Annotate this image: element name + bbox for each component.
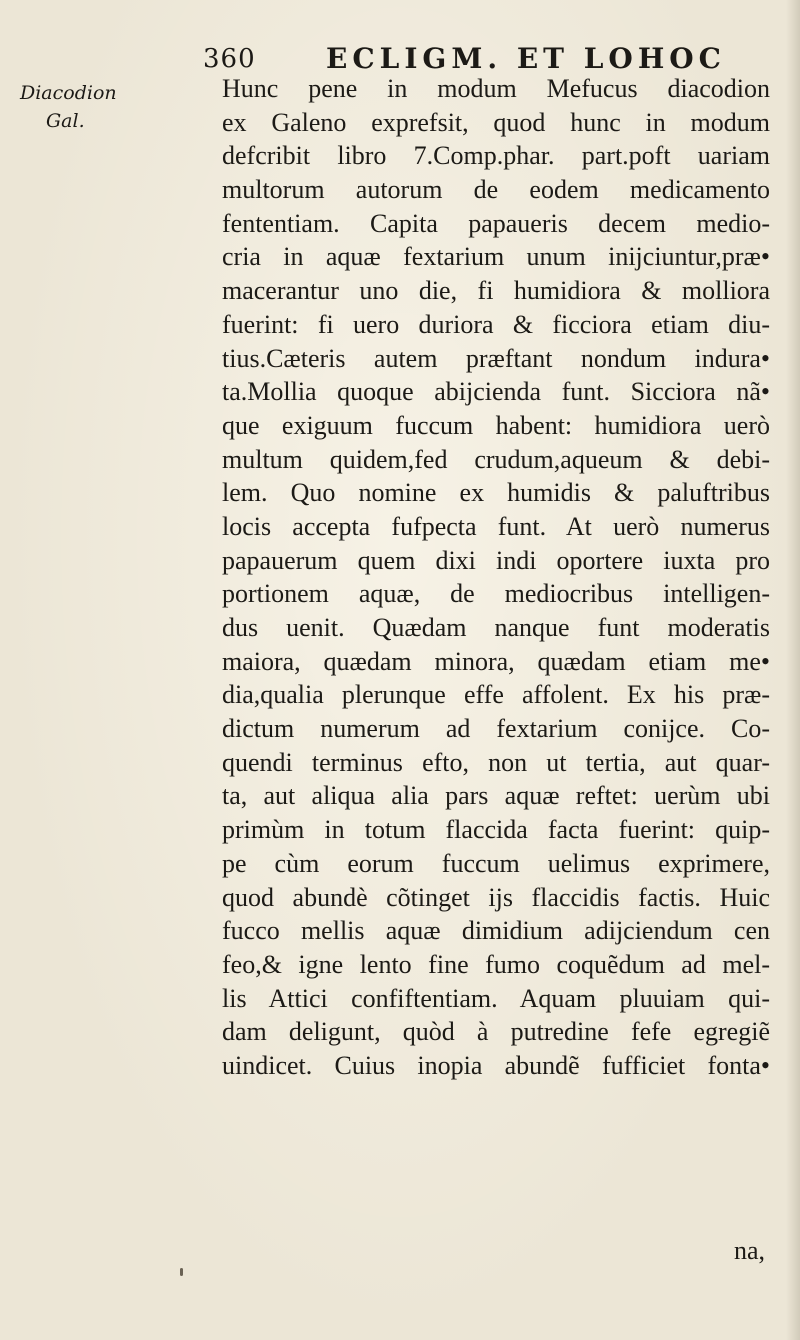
text-line: lis Attici confiftentiam. Aquam pluuiam qui- xyxy=(222,983,770,1013)
text-line: quod abundè cõtinget ijs flaccidis factis. Huic xyxy=(222,882,770,912)
text-line: papauerum quem dixi indi oportere iuxta pro xyxy=(222,545,770,575)
text-line: dictum numerum ad fextarium conijce. Co- xyxy=(222,714,770,744)
text-line: dus uenit. Quædam nanque funt moderatis xyxy=(222,613,770,642)
margin-note-gal: Gal. xyxy=(46,110,85,132)
text-line: primùm in totum flaccida facta fuerint: quip- xyxy=(222,815,770,845)
ink-speck xyxy=(180,1268,183,1276)
text-line: macerantur uno die, fi humidiora & molliora xyxy=(222,276,770,306)
page-number: 360 xyxy=(203,44,256,74)
margin-note-diacodion: Diacodion xyxy=(20,82,117,104)
text-line: pe cùm eorum fuccum uelimus exprimere, xyxy=(222,848,770,878)
text-line: portionem aquæ, de mediocribus intelligen- xyxy=(222,579,770,609)
text-line: defcribit libro 7.Comp.phar. part.poft uariam xyxy=(222,141,770,171)
text-line: ta, aut aliqua alia pars aquæ reftet: uerùm ubi xyxy=(222,781,770,811)
page-edge-shadow xyxy=(786,0,800,1340)
text-line: feo,& igne lento fine fumo coquẽdum ad mel- xyxy=(222,949,770,979)
text-line: fententiam. Capita papaueris decem medio- xyxy=(222,208,770,238)
text-line: lem. Quo nomine ex humidis & paluftribus xyxy=(222,478,770,508)
text-line: multum quidem,fed crudum,aqueum & debi- xyxy=(222,444,770,474)
text-line: que exiguum fuccum habent: humidiora uerò xyxy=(222,410,770,440)
text-line: tius.Cæteris autem præftant nondum indura• xyxy=(222,343,770,373)
text-line: fuerint: fi uero duriora & ficciora etiam diu- xyxy=(222,309,770,339)
text-line: dam deligunt, quòd à putredine fefe egregiẽ xyxy=(222,1017,770,1047)
text-line: uindicet. Cuius inopia abundẽ fufficiet fonta• xyxy=(222,1050,770,1080)
text-line: ex Galeno exprefsit, quod hunc in modum xyxy=(222,107,770,137)
text-line: dia,qualia plerunque effe affolent. Ex his præ- xyxy=(222,680,770,710)
text-line: Hunc pene in modum Mefucus diacodion xyxy=(222,74,770,103)
body-text xyxy=(222,72,770,1083)
running-title: ECLIGM. ET LOHOC xyxy=(326,42,726,75)
text-line: fucco mellis aquæ dimidium adijciendum cen xyxy=(222,916,770,946)
text-line: maiora, quædam minora, quædam etiam me• xyxy=(222,646,770,676)
text-line: ta.Mollia quoque abijcienda funt. Sicciora nã• xyxy=(222,377,770,407)
text-line: quendi terminus efto, non ut tertia, aut quar- xyxy=(222,747,770,777)
text-line: locis accepta fufpecta funt. At uerò numerus xyxy=(222,511,770,541)
text-line: cria in aquæ fextarium unum inijciuntur,præ• xyxy=(222,242,770,272)
text-line: multorum autorum de eodem medicamento xyxy=(222,175,770,205)
catchword: na, xyxy=(734,1236,766,1265)
